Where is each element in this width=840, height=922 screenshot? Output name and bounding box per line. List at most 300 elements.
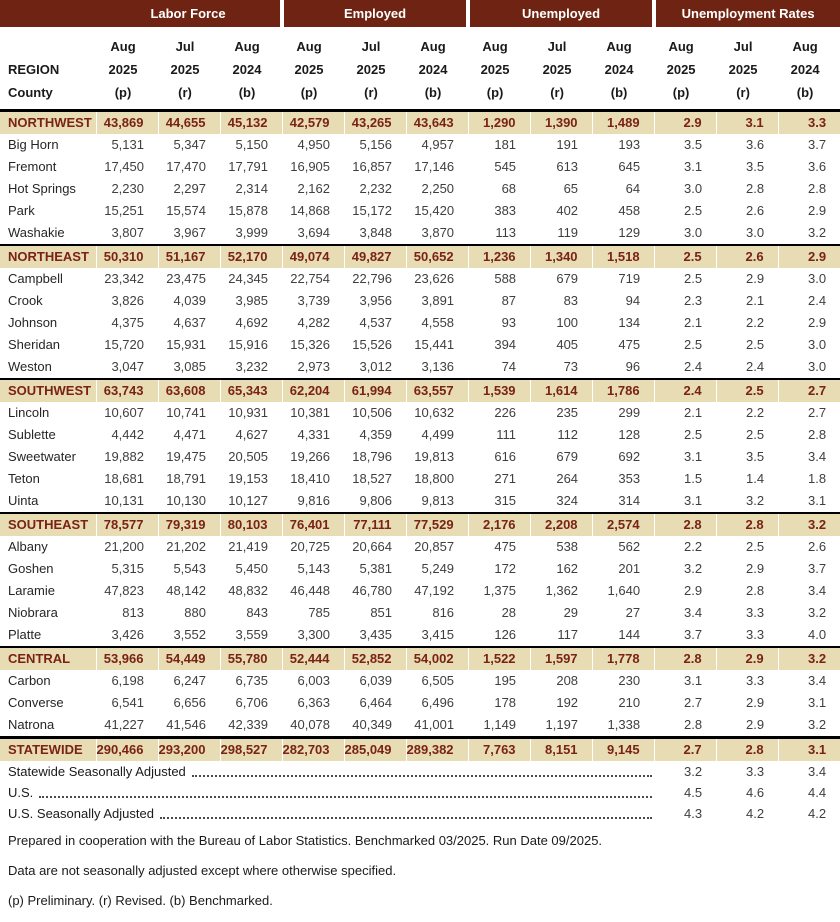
value-cell: 3.2 [778,647,840,670]
period-year: 2024 [790,62,820,77]
value-cell: 3.0 [778,356,840,379]
period-header [158,29,220,111]
value-cell: 42,579 [282,111,344,135]
value-cell: 4,558 [406,312,468,334]
county-row [0,334,840,356]
value-cell: 144 [592,624,654,647]
value-cell: 20,857 [406,536,468,558]
value-cell: 3.1 [778,692,840,714]
value-cell: 2.7 [654,692,716,714]
value-cell: 2.8 [654,513,716,536]
value-cell: 15,441 [406,334,468,356]
value-cell: 2.8 [654,714,716,738]
value-cell: 47,192 [406,580,468,602]
value-cell: 17,450 [96,156,158,178]
county-header-label: County [8,85,53,100]
county-label: Converse [0,692,96,714]
value-cell: 3.7 [654,624,716,647]
value-cell: 2.5 [654,245,716,268]
value-cell: 230 [592,670,654,692]
value-cell: 2.6 [778,536,840,558]
value-cell: 2,176 [468,513,530,536]
value-cell: 4,499 [406,424,468,446]
value-cell: 2,208 [530,513,592,536]
county-label: Albany [0,536,96,558]
dotted-leader [160,817,652,819]
value-cell: 43,643 [406,111,468,135]
value-cell: 52,852 [344,647,406,670]
period-header [220,29,282,111]
value-cell: 324 [530,490,592,513]
value-cell: 816 [406,602,468,624]
value-cell: 4,957 [406,134,468,156]
footnotes [0,824,840,909]
value-cell: 3,967 [158,222,220,245]
value-cell: 113 [468,222,530,245]
value-cell: 15,251 [96,200,158,222]
period-header [778,29,840,111]
value-cell: 2.5 [654,424,716,446]
county-label: Big Horn [0,134,96,156]
value-cell: 48,832 [220,580,282,602]
value-cell: 44,655 [158,111,220,135]
value-cell: 191 [530,134,592,156]
value-cell: 4,471 [158,424,220,446]
county-label: Teton [0,468,96,490]
county-label: Crook [0,290,96,312]
value-cell: 1,539 [468,379,530,402]
value-cell: 3.2 [778,222,840,245]
period-year: 2025 [728,62,758,77]
value-cell: 2.8 [654,647,716,670]
value-cell: 2,250 [406,178,468,200]
value-cell: 117 [530,624,592,647]
value-cell: 8,151 [530,738,592,762]
value-cell: 1.5 [654,468,716,490]
value-cell: 6,198 [96,670,158,692]
value-cell: 52,170 [220,245,282,268]
period-mark: (b) [238,85,256,100]
period-header [716,29,778,111]
footer-row-label: Statewide Seasonally Adjusted [8,764,186,779]
note-marks-legend: (p) Preliminary. (r) Revised. (b) Benchmarked. [8,893,273,908]
value-cell: 23,342 [96,268,158,290]
value-cell: 63,743 [96,379,158,402]
period-mark: (b) [610,85,628,100]
region-row [0,379,840,402]
value-cell: 24,345 [220,268,282,290]
county-row [0,536,840,558]
county-label: Fremont [0,156,96,178]
value-cell: 2.5 [716,334,778,356]
value-cell: 9,145 [592,738,654,762]
value-cell: 1,338 [592,714,654,738]
value-cell: 40,078 [282,714,344,738]
value-cell: 3,956 [344,290,406,312]
footer-label-cell [0,803,654,824]
county-label: Park [0,200,96,222]
value-cell: 3,985 [220,290,282,312]
value-cell: 83 [530,290,592,312]
corner-spacer [0,0,96,29]
value-cell: 111 [468,424,530,446]
value-cell: 19,153 [220,468,282,490]
period-year: 2024 [418,62,448,77]
footer-label-cell [0,761,654,782]
value-cell: 3,047 [96,356,158,379]
period-year: 2025 [356,62,386,77]
region-row [0,111,840,135]
county-row [0,424,840,446]
period-year: 2025 [108,62,138,77]
value-cell: 43,869 [96,111,158,135]
value-cell: 20,725 [282,536,344,558]
value-cell: 353 [592,468,654,490]
county-label: Sublette [0,424,96,446]
period-month: Jul [361,39,381,54]
county-label: Platte [0,624,96,647]
county-row [0,200,840,222]
value-cell: 3.1 [654,490,716,513]
value-cell: 63,608 [158,379,220,402]
value-cell: 4,442 [96,424,158,446]
value-cell: 73 [530,356,592,379]
period-year: 2025 [294,62,324,77]
value-cell: 74 [468,356,530,379]
value-cell: 27 [592,602,654,624]
value-cell: 19,813 [406,446,468,468]
value-cell: 100 [530,312,592,334]
footer-label-cell [0,782,654,803]
value-cell: 2.9 [778,200,840,222]
county-label: Hot Springs [0,178,96,200]
value-cell: 2.6 [716,200,778,222]
value-cell: 3,136 [406,356,468,379]
value-cell: 10,131 [96,490,158,513]
value-cell: 10,130 [158,490,220,513]
value-cell: 6,003 [282,670,344,692]
value-cell: 813 [96,602,158,624]
period-header [96,29,158,111]
value-cell: 5,315 [96,558,158,580]
value-cell: 2.5 [716,379,778,402]
region-row [0,647,840,670]
county-label: Washakie [0,222,96,245]
value-cell: 785 [282,602,344,624]
value-cell: 18,410 [282,468,344,490]
value-cell: 48,142 [158,580,220,602]
value-cell: 3,300 [282,624,344,647]
value-cell: 1,614 [530,379,592,402]
value-cell: 4,627 [220,424,282,446]
period-month: Aug [606,39,632,54]
value-cell: 19,266 [282,446,344,468]
value-cell: 19,882 [96,446,158,468]
value-cell: 679 [530,446,592,468]
value-cell: 6,363 [282,692,344,714]
period-year: 2025 [480,62,510,77]
value-cell: 50,652 [406,245,468,268]
value-cell: 62,204 [282,379,344,402]
value-cell: 394 [468,334,530,356]
region-label: NORTHEAST [0,245,96,268]
value-cell: 15,931 [158,334,220,356]
footer-row-statewide-adjusted [0,761,840,782]
value-cell: 3.4 [778,446,840,468]
spacer [0,35,96,58]
period-month: Aug [420,39,446,54]
value-cell: 15,326 [282,334,344,356]
value-cell: 3,426 [96,624,158,647]
value-cell: 6,541 [96,692,158,714]
value-cell: 10,381 [282,402,344,424]
value-cell: 4.5 [684,785,703,800]
value-cell: 1,362 [530,580,592,602]
value-cell: 10,931 [220,402,282,424]
column-subheader-row [0,29,840,111]
value-cell: 52,444 [282,647,344,670]
value-cell: 42,339 [220,714,282,738]
value-cell: 3.4 [808,764,827,779]
column-group-header-row [0,0,840,29]
value-cell: 1,489 [592,111,654,135]
value-cell: 51,167 [158,245,220,268]
value-cell: 3.6 [716,134,778,156]
value-cell: 1,290 [468,111,530,135]
value-cell: 5,156 [344,134,406,156]
value-cell: 43,265 [344,111,406,135]
value-cell: 843 [220,602,282,624]
note-prepared: Prepared in cooperation with the Bureau of Labor Statistics. Benchmarked 03/2025. Run Date 09/2025. [8,833,603,848]
value-cell: 7,763 [468,738,530,762]
value-cell: 299 [592,402,654,424]
statewide-label: STATEWIDE [0,738,96,762]
county-row [0,602,840,624]
county-row [0,402,840,424]
value-cell: 719 [592,268,654,290]
value-cell: 65 [530,178,592,200]
value-cell: 119 [530,222,592,245]
value-cell: 3.0 [778,334,840,356]
value-cell: 5,150 [220,134,282,156]
county-label: Niobrara [0,602,96,624]
value-cell: 178 [468,692,530,714]
region-label: SOUTHWEST [0,379,96,402]
value-cell: 5,131 [96,134,158,156]
value-cell: 3,552 [158,624,220,647]
value-cell: 9,816 [282,490,344,513]
value-cell: 18,527 [344,468,406,490]
value-cell: 94 [592,290,654,312]
value-cell: 128 [592,424,654,446]
value-cell: 3.2 [778,602,840,624]
county-label: Natrona [0,714,96,738]
period-mark: (r) [736,85,750,100]
value-cell: 5,450 [220,558,282,580]
value-cell: 538 [530,536,592,558]
value-cell: 41,227 [96,714,158,738]
value-cell: 3,694 [282,222,344,245]
value-cell: 40,349 [344,714,406,738]
region-county-header [0,29,96,111]
value-cell: 45,132 [220,111,282,135]
period-mark: (p) [114,85,132,100]
county-row [0,178,840,200]
value-cell: 6,496 [406,692,468,714]
footer-row-label: U.S. [8,785,34,800]
value-cell: 264 [530,468,592,490]
value-cell: 6,247 [158,670,220,692]
period-month: Jul [547,39,567,54]
value-cell: 46,448 [282,580,344,602]
value-cell: 10,506 [344,402,406,424]
value-cell: 315 [468,490,530,513]
county-row [0,446,840,468]
value-cell: 2.2 [654,536,716,558]
period-month: Aug [482,39,508,54]
county-label: Weston [0,356,96,379]
value-cell: 4.2 [808,806,827,821]
value-cell: 3,559 [220,624,282,647]
value-cell: 3,232 [220,356,282,379]
value-cell: 93 [468,312,530,334]
county-row [0,312,840,334]
value-cell: 3.0 [654,178,716,200]
value-cell: 49,074 [282,245,344,268]
value-cell: 47,823 [96,580,158,602]
value-cell: 5,143 [282,558,344,580]
value-cell: 4,282 [282,312,344,334]
value-cell: 3.5 [716,156,778,178]
value-cell: 271 [468,468,530,490]
value-cell: 112 [530,424,592,446]
value-cell: 78,577 [96,513,158,536]
value-cell: 181 [468,134,530,156]
value-cell: 76,401 [282,513,344,536]
value-cell: 55,780 [220,647,282,670]
value-cell: 53,966 [96,647,158,670]
value-cell: 2,232 [344,178,406,200]
value-cell: 2.7 [654,738,716,762]
value-cell: 289,382 [406,738,468,762]
value-cell: 49,827 [344,245,406,268]
value-cell: 3.0 [716,222,778,245]
group-unemployed: Unemployed [468,0,654,29]
period-header [406,29,468,111]
value-cell: 2,314 [220,178,282,200]
value-cell: 3,435 [344,624,406,647]
period-year: 2025 [170,62,200,77]
period-header [468,29,530,111]
value-cell: 29 [530,602,592,624]
value-cell: 126 [468,624,530,647]
period-year: 2024 [604,62,634,77]
value-cell: 692 [592,446,654,468]
value-cell: 22,754 [282,268,344,290]
value-cell: 3,085 [158,356,220,379]
value-cell: 50,310 [96,245,158,268]
table-footer [0,761,840,824]
value-cell: 3.6 [778,156,840,178]
value-cell: 21,419 [220,536,282,558]
county-row [0,624,840,647]
period-month: Aug [234,39,260,54]
county-row [0,558,840,580]
value-cell: 3.1 [654,670,716,692]
value-cell: 23,626 [406,268,468,290]
value-cell: 4,637 [158,312,220,334]
value-cell: 4,537 [344,312,406,334]
value-cell: 3.4 [654,602,716,624]
value-cell: 46,780 [344,580,406,602]
period-mark: (b) [796,85,814,100]
county-row [0,468,840,490]
value-cell: 562 [592,536,654,558]
value-cell: 3,807 [96,222,158,245]
value-cell: 77,111 [344,513,406,536]
value-cell: 2.2 [716,312,778,334]
value-cell: 5,381 [344,558,406,580]
value-cell: 3,415 [406,624,468,647]
value-cell: 15,878 [220,200,282,222]
value-cell: 61,994 [344,379,406,402]
value-cell: 3,891 [406,290,468,312]
value-cell: 6,039 [344,670,406,692]
dotted-leader [39,796,652,798]
county-row [0,268,840,290]
value-cell: 23,475 [158,268,220,290]
value-cell: 2.7 [778,402,840,424]
value-cell: 2.9 [654,111,716,135]
value-cell: 3.3 [716,602,778,624]
county-label: Sweetwater [0,446,96,468]
value-cell: 3.4 [778,580,840,602]
value-cell: 6,505 [406,670,468,692]
value-cell: 3.2 [778,513,840,536]
value-cell: 405 [530,334,592,356]
value-cell: 4,692 [220,312,282,334]
value-cell: 17,470 [158,156,220,178]
value-cell: 134 [592,312,654,334]
value-cell: 679 [530,268,592,290]
value-cell: 2,973 [282,356,344,379]
group-labor-force: Labor Force [96,0,282,29]
value-cell: 1.4 [716,468,778,490]
value-cell: 3.2 [716,490,778,513]
value-cell: 10,632 [406,402,468,424]
value-cell: 5,347 [158,134,220,156]
value-cell: 4.6 [746,785,765,800]
county-label: Campbell [0,268,96,290]
value-cell: 96 [592,356,654,379]
value-cell: 4.4 [808,785,827,800]
value-cell: 3,848 [344,222,406,245]
value-cell: 10,127 [220,490,282,513]
value-cell: 193 [592,134,654,156]
value-cell: 3.1 [716,111,778,135]
period-mark: (r) [364,85,378,100]
value-cell: 2.9 [716,558,778,580]
group-unemployment-rates: Unemployment Rates [654,0,840,29]
value-cell: 1,640 [592,580,654,602]
value-cell: 6,464 [344,692,406,714]
value-cell: 2.8 [716,513,778,536]
value-cell: 588 [468,268,530,290]
value-cell: 6,656 [158,692,220,714]
value-cell: 3,012 [344,356,406,379]
note-not-adjusted: Data are not seasonally adjusted except where otherwise specified. [8,863,397,878]
county-row [0,692,840,714]
